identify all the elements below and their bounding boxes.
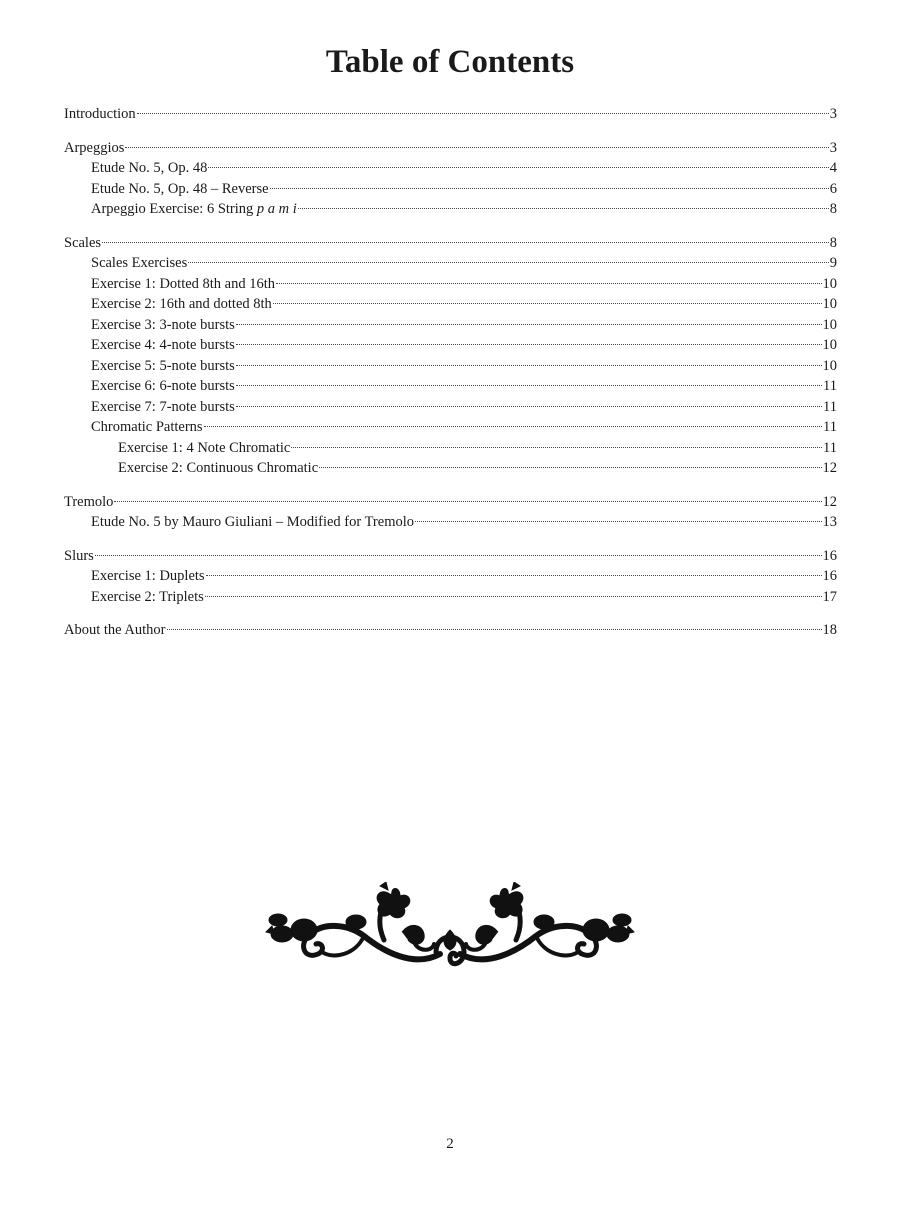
toc-entry-label [91,253,187,274]
toc-entry[interactable] [64,492,837,513]
toc-entry-label-text: Chromatic Patterns [91,419,203,435]
toc-entry-label [91,417,203,438]
toc-section [64,233,837,479]
toc-entry-label-text: Exercise 2: Triplets [91,588,204,605]
toc-entry-label [64,620,166,641]
dot-leader [270,188,829,189]
toc-entry[interactable] [64,512,837,533]
toc-entry-label [118,438,290,459]
toc-entry-label [91,179,269,200]
toc-entry[interactable] [64,179,837,200]
toc-section [64,104,837,125]
toc-entry-label [91,274,275,295]
page-number: 2 [446,1136,454,1152]
toc-entry-label [91,512,414,533]
dot-leader [415,521,821,522]
table-of-contents [64,104,837,654]
toc-entry-label [118,458,318,479]
toc-entry[interactable] [64,274,837,295]
dot-leader [95,555,822,556]
dot-leader [102,242,829,243]
toc-page-number: 10 [822,296,837,312]
toc-entry-label [91,158,207,179]
toc-page-number: 11 [823,398,837,415]
toc-section [64,620,837,641]
dot-leader [188,262,829,263]
toc-entry-label-text: Arpeggios [64,139,125,156]
toc-page-number: 3 [829,139,837,156]
toc-entry[interactable] [64,158,837,179]
toc-entry[interactable] [64,417,837,438]
toc-page-number: 16 [822,547,837,564]
toc-entry[interactable] [64,458,837,479]
toc-entry-label-text: Exercise 4: 4-note bursts [91,337,235,353]
toc-page-number: 10 [822,316,837,333]
toc-entry-label [91,376,235,397]
toc-entry-label [91,199,297,220]
toc-page-number: 13 [822,514,837,530]
toc-page-number: 11 [823,419,837,435]
toc-entry[interactable] [64,253,837,274]
toc-entry-label [91,294,272,315]
toc-page-number: 18 [822,622,837,638]
toc-entry[interactable] [64,397,837,418]
toc-entry-label [64,104,136,125]
dot-leader [114,501,821,502]
toc-entry-label-text: Exercise 5: 5-note bursts [91,357,235,374]
toc-entry-label [64,233,101,254]
dot-leader [205,596,822,597]
toc-section [64,546,837,608]
toc-entry-label-text: Exercise 6: 6-note bursts [91,378,235,394]
dot-leader [273,303,822,304]
toc-page-number: 8 [829,234,837,251]
toc-entry-label [91,566,205,587]
toc-entry[interactable] [64,199,837,220]
dot-leader [298,208,829,209]
toc-entry[interactable] [64,376,837,397]
dot-leader [236,344,822,345]
toc-entry-label [91,356,235,377]
toc-entry[interactable] [64,620,837,641]
toc-entry[interactable] [64,438,837,459]
toc-entry[interactable] [64,587,837,608]
toc-entry-label [91,397,235,418]
toc-page-number: 12 [822,460,837,476]
dot-leader [137,113,829,114]
toc-entry[interactable] [64,356,837,377]
dot-leader [276,283,821,284]
dot-leader [236,324,822,325]
dot-leader [236,385,822,386]
toc-entry-label-text: Introduction [64,106,136,122]
toc-page-number: 9 [829,255,837,271]
toc-entry-label [64,546,94,567]
dot-leader [236,365,822,366]
toc-entry[interactable] [64,335,837,356]
toc-entry[interactable] [64,566,837,587]
toc-entry[interactable] [64,315,837,336]
dot-leader [204,426,822,427]
toc-entry-label-text: Exercise 2: Continuous Chromatic [118,460,319,476]
toc-entry-label-text: Etude No. 5, Op. 48 – Reverse [91,180,269,197]
toc-entry-label-text: Exercise 7: 7-note bursts [91,398,235,415]
toc-entry-label-text: About the Author [64,622,166,638]
toc-entry[interactable] [64,294,837,315]
toc-entry-label [91,587,204,608]
toc-entry-label-text: Etude No. 5, Op. 48 [91,160,208,176]
floral-flourish-icon [264,882,636,978]
toc-page-number: 4 [829,160,837,176]
toc-entry-label-text: Exercise 1: Dotted 8th and 16th [91,275,276,292]
toc-section [64,492,837,533]
toc-page-number: 17 [822,588,837,605]
dot-leader [206,575,822,576]
toc-entry-label-text: Tremolo [64,493,114,510]
toc-page-number: 16 [822,568,837,584]
toc-page-number: 6 [829,180,837,197]
toc-page-number: 10 [822,357,837,374]
toc-entry-label-text: Scales [64,234,102,251]
dot-leader [125,147,828,148]
toc-page-number: 11 [823,378,837,394]
toc-entry-label-text: Exercise 3: 3-note bursts [91,316,235,333]
toc-page-number: 10 [822,337,837,353]
toc-entry-label [91,335,235,356]
dot-leader [167,629,822,630]
toc-entry-label-text: Exercise 2: 16th and dotted 8th [91,296,272,312]
toc-entry-label [91,315,235,336]
toc-page-number: 10 [822,275,837,292]
toc-page-number: 12 [822,493,837,510]
toc-section [64,138,837,220]
toc-entry-label-text: Arpeggio Exercise: 6 String [91,201,257,217]
toc-entry[interactable] [64,546,837,567]
toc-entry-label-text: Etude No. 5 by Mauro Giuliani – Modified for Tremolo [91,514,415,530]
toc-entry-label [64,492,113,513]
page-title: Table of Contents [325,44,575,80]
toc-page-number: 11 [823,439,837,456]
dot-leader [208,167,828,168]
toc-entry-label-text: Exercise 1: Duplets [91,568,205,584]
toc-page-number: 8 [829,201,837,217]
toc-page-number: 3 [829,106,837,122]
toc-entry[interactable] [64,233,837,254]
toc-entry[interactable] [64,104,837,125]
toc-entry-label-text: Slurs [64,547,94,564]
toc-entry-label-italic: p a m i [256,201,297,217]
toc-entry-label-text: Scales Exercises [91,255,188,271]
dot-leader [319,467,821,468]
dot-leader [236,406,822,407]
toc-entry-label-text: Exercise 1: 4 Note Chromatic [118,439,291,456]
toc-entry[interactable] [64,138,837,159]
toc-entry-label [64,138,124,159]
dot-leader [291,447,822,448]
